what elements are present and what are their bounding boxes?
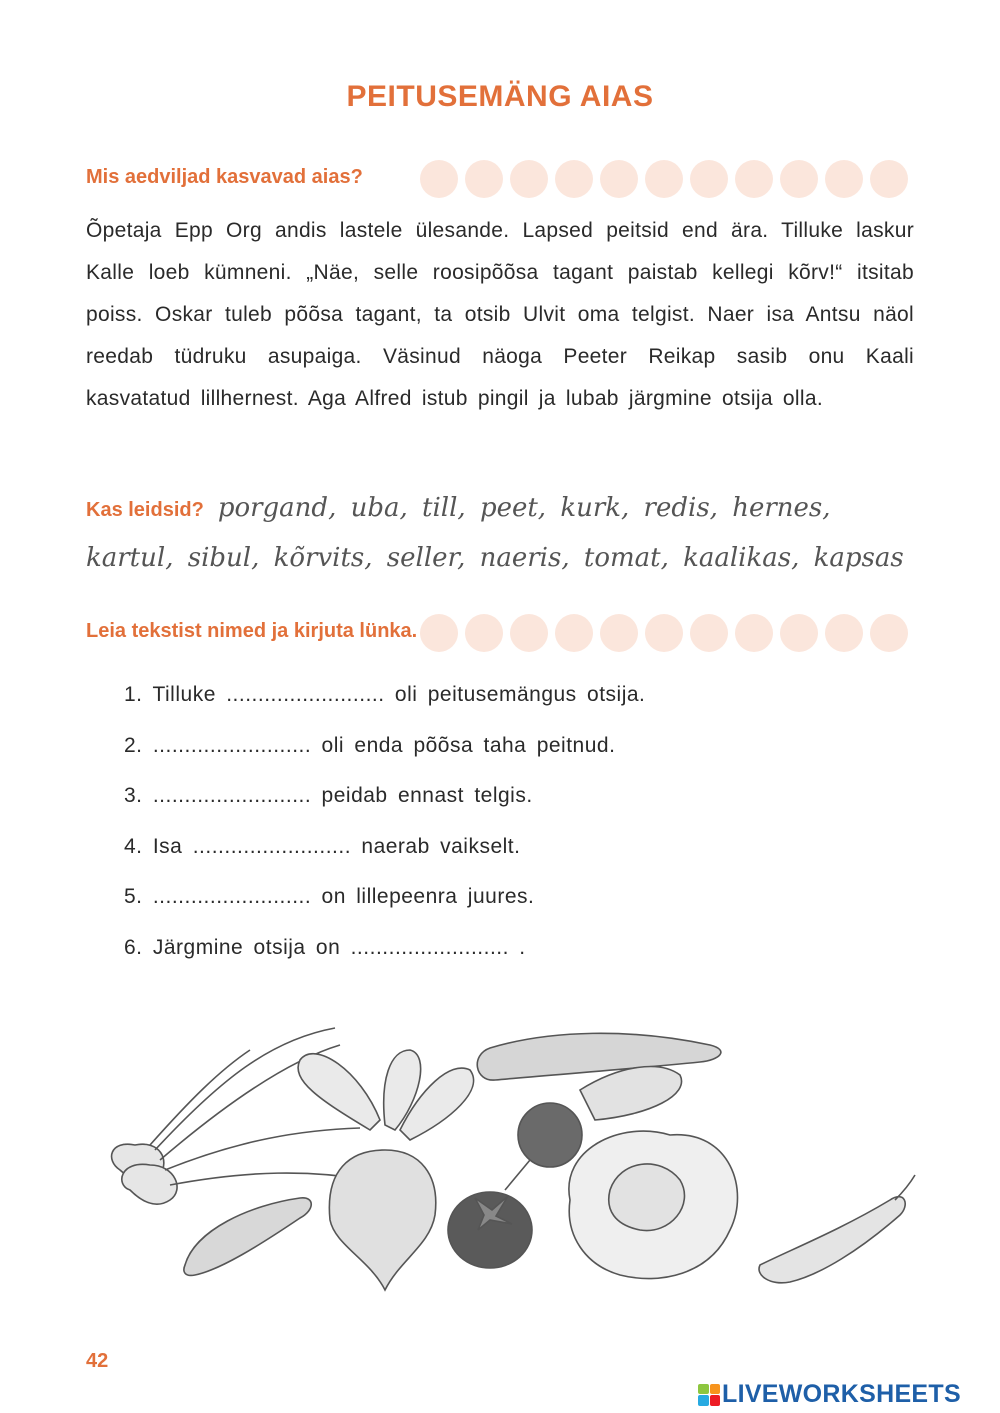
find-label: Kas leidsid? [86, 499, 204, 521]
fill-in-item-5[interactable]: 5. ......................... on lillepeenra juures. [124, 885, 535, 908]
vegetable-words-line1: porgand, uba, till, peet, kurk, redis, hernes, [217, 493, 831, 523]
pea-pod-icon [759, 1197, 905, 1283]
story-paragraph: Õpetaja Epp Org andis lastele ülesande. Lapsed peitsid end ära. Tilluke laskur Kalle loeb kümneni. „Näe, selle roosipõõsa tagant paistab kellegi kõrv!“ itsitab poiss. Oskar tuleb põõsa tagant, ta otsib Ulvit oma telgist. Naer isa Antsu näol reedab tüdruku asupaiga. Väsinud näoga Peeter Reikap sasib onu Kaali kasvatatud lillhernest. Aga Alfred istub pingil ja lubab järgmine otsija olla. [86, 219, 914, 410]
liveworksheets-logo-icon [698, 1384, 720, 1406]
liveworksheets-logo[interactable] [698, 1380, 961, 1409]
fill-in-item-6[interactable]: 6. Järgmine otsija on ......................... . [124, 935, 526, 959]
onion-icon [112, 1028, 370, 1204]
page-title: PEITUSEMÄNG AIAS [346, 80, 654, 113]
vegetable-words-line2: kartul, sibul, kõrvits, seller, naeris, tomat, kaalikas, kapsas [86, 543, 904, 573]
fill-in-item-1[interactable]: 1. Tilluke ......................... oli peitusemängus otsija. [124, 683, 646, 706]
fill-in-item-3[interactable]: 3. ......................... peidab ennast telgis. [124, 784, 533, 807]
decorative-dots-2 [420, 614, 920, 652]
logo-text: LIVEWORKSHEETS [722, 1380, 961, 1408]
cabbage-icon [569, 1131, 738, 1278]
page-number: 42 [86, 1350, 109, 1372]
fill-in-item-4[interactable]: 4. Isa ......................... naerab vaikselt. [124, 834, 521, 858]
fill-in-list [124, 676, 645, 979]
cucumber-icon [184, 1198, 311, 1276]
section-heading-names: Leia tekstist nimed ja kirjuta lünka. [86, 620, 418, 642]
fill-in-item-2[interactable]: 2. ......................... oli enda põõsa taha peitnud. [124, 733, 616, 757]
vegetables-illustration [100, 1020, 930, 1310]
beet-icon [298, 1050, 473, 1290]
decorative-dots-1 [420, 160, 920, 198]
section-heading-vegetables: Mis aedviljad kasvavad aias? [86, 166, 363, 188]
vegetable-list [86, 485, 926, 585]
carrot-icon [477, 1033, 721, 1080]
tomato-icon [448, 1192, 532, 1268]
